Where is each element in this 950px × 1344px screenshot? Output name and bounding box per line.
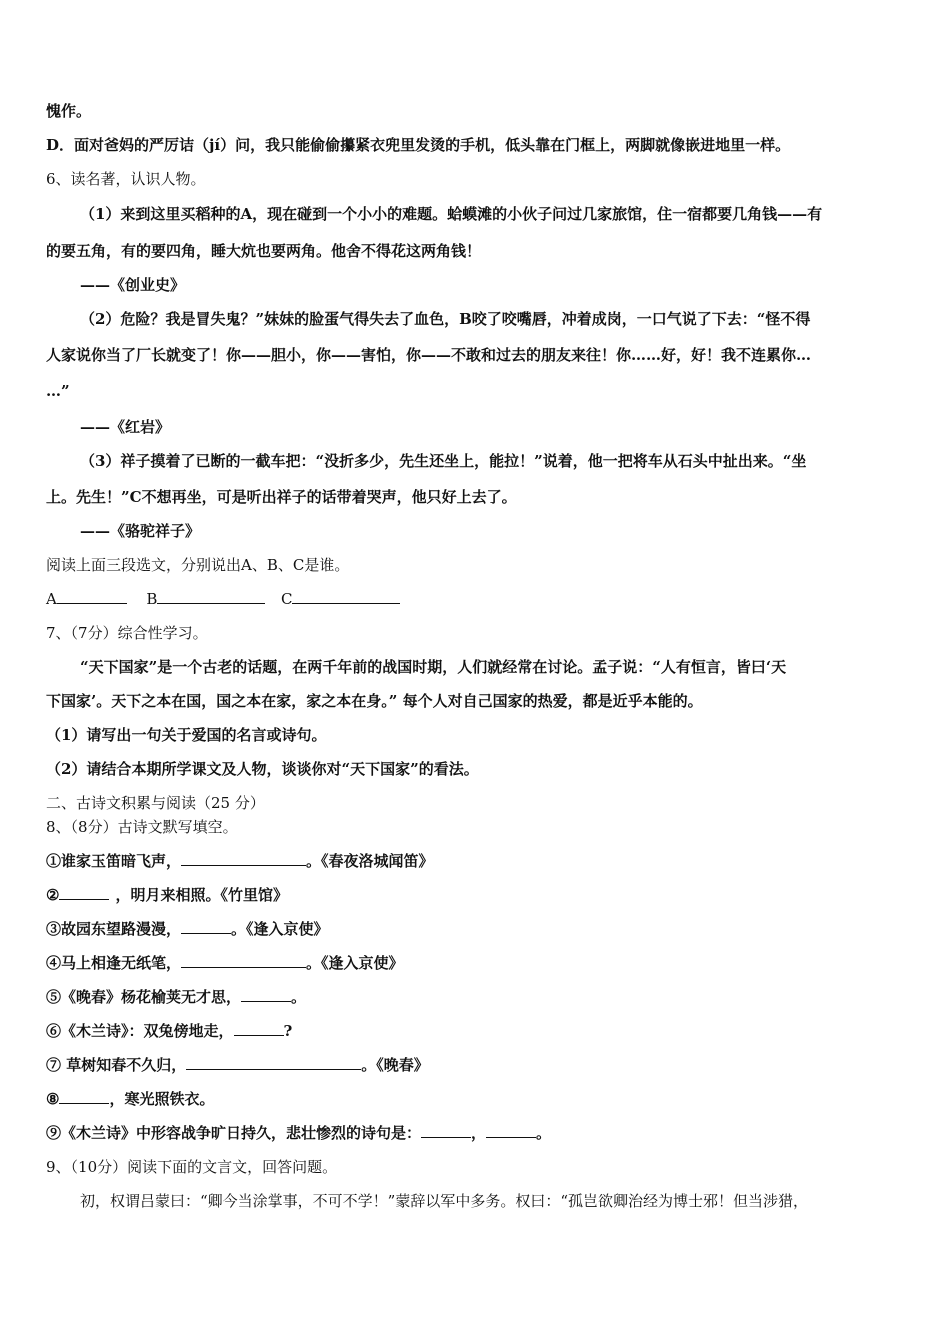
item-text: ④马上相逢无纸笔， (46, 954, 182, 972)
item-text: 。 (536, 1124, 552, 1142)
label-b: B (146, 590, 158, 608)
option-d-line: D．面对爸妈的严厉诘（jí）问，我只能偷偷攥紧衣兜里发烫的手机，低头靠在门框上，两脚就像嵌进地里一样。 (46, 136, 791, 154)
recitation-item-3 (46, 918, 906, 940)
question-7-heading: 7、（7分）综合性学习。 (46, 624, 208, 642)
recitation-item-6 (46, 1020, 906, 1042)
excerpt-3-source: ——《骆驼祥子》 (80, 522, 201, 540)
item-text: ③故园东望路漫漫， (46, 920, 182, 938)
excerpt-2-line: （2）危险？我是冒失鬼？”妹妹的脸蛋气得失去了血色，B咬了咬嘴唇，冲着成岗，一口气说了下去：“怪不得 (80, 310, 811, 328)
fill-blank[interactable] (181, 851, 306, 866)
item-text: ⑥《木兰诗》：双兔傍地走， (46, 1022, 234, 1040)
recitation-item-5 (46, 986, 906, 1008)
excerpt-1-source: ——《创业史》 (80, 276, 186, 294)
recitation-item-8 (46, 1088, 906, 1110)
item-text: 。《逢入京使》 (231, 920, 329, 938)
fill-blank[interactable] (181, 953, 306, 968)
text-line: 愧作。 (46, 102, 92, 120)
recitation-item-2 (46, 884, 906, 906)
item-text: ? (283, 1022, 293, 1040)
excerpt-3-line: 上。先生！”C不想再坐，可是听出祥子的话带着哭声，他只好上去了。 (46, 488, 517, 506)
excerpt-2-source: ——《红岩》 (80, 418, 171, 436)
question-6-prompt: 阅读上面三段选文，分别说出A、B、C是谁。 (46, 556, 350, 574)
fill-blank[interactable] (241, 987, 291, 1002)
item-text: ，寒光照铁衣。 (109, 1090, 215, 1108)
fill-blank[interactable] (59, 885, 109, 900)
classical-passage-line: 初，权谓吕蒙曰：“卿今当涂掌事，不可不学！”蒙辞以军中多务。权曰：“孤岂欲卿治经为博士邪！但当涉猎， (80, 1192, 809, 1210)
question-7-passage: “天下国家”是一个古老的话题，在两千年前的战国时期，人们就经常在讨论。孟子说：“人有恒言，皆曰‘天 (80, 658, 787, 676)
question-9-heading: 9、（10分）阅读下面的文言文，回答问题。 (46, 1158, 338, 1176)
item-text: 。 (291, 988, 307, 1006)
answer-blank-a[interactable] (57, 589, 127, 604)
item-text: ⑦ 草树知春不久归， (46, 1056, 187, 1074)
answer-blank-b[interactable] (157, 589, 265, 604)
question-8-heading: 8、（8分）古诗文默写填空。 (46, 818, 238, 836)
fill-blank[interactable] (421, 1123, 471, 1138)
excerpt-1-line: 的要五角，有的要四角，睡大炕也要两角。他舍不得花这两角钱！ (46, 242, 482, 260)
recitation-item-1 (46, 850, 906, 872)
excerpt-1-line: （1）来到这里买稻种的A，现在碰到一个小小的难题。蛤蟆滩的小伙子问过几家旅馆，住一宿都要几角钱——有 (80, 205, 823, 223)
recitation-item-9 (46, 1122, 906, 1144)
excerpt-2-line: 人家说你当了厂长就变了！你——胆小，你——害怕，你——不敢和过去的朋友来往！你……好，好！我不连累你… (46, 346, 812, 364)
excerpt-3-line: （3）祥子摸着了已断的一截车把：“没折多少，先生还坐上，能拉！”说着，他一把将车从石头中扯出来。“坐 (80, 452, 807, 470)
question-6-heading: 6、读名著，认识人物。 (46, 170, 206, 188)
question-7-sub-2: （2）请结合本期所学课文及人物，谈谈你对“天下国家”的看法。 (46, 760, 479, 778)
item-text: ①谁家玉笛暗飞声， (46, 852, 182, 870)
question-7-sub-1: （1）请写出一句关于爱国的名言或诗句。 (46, 726, 327, 744)
item-text: ，明月来相照。《竹里馆》 (115, 886, 288, 904)
item-text: ⑨《木兰诗》中形容战争旷日持久，悲壮惨烈的诗句是： (46, 1124, 422, 1142)
fill-blank[interactable] (181, 919, 231, 934)
fill-blank[interactable] (59, 1089, 109, 1104)
fill-blank[interactable] (234, 1021, 284, 1036)
question-7-passage: 下国家’。天下之本在国，国之本在家，家之本在身。” 每个人对自己国家的热爱，都是近乎本能的。 (46, 692, 703, 710)
label-a: A (46, 590, 57, 608)
item-text: 。《晚春》 (361, 1056, 429, 1074)
item-text: 。《春夜洛城闻笛》 (306, 852, 434, 870)
answer-blanks-line (46, 588, 906, 610)
item-text: ⑤《晚春》杨花榆荚无才思， (46, 988, 242, 1006)
fill-blank[interactable] (186, 1055, 361, 1070)
recitation-item-4 (46, 952, 906, 974)
answer-blank-c[interactable] (292, 589, 400, 604)
recitation-item-7 (46, 1054, 906, 1076)
excerpt-2-line: …” (46, 382, 70, 400)
item-text: ， (471, 1124, 487, 1142)
item-text: ⑧ (46, 1090, 60, 1108)
item-text: 。《逢入京使》 (306, 954, 404, 972)
label-c: C (281, 590, 293, 608)
section-2-heading: 二、古诗文积累与阅读（25 分） (46, 794, 265, 812)
item-text: ② (46, 886, 60, 904)
fill-blank[interactable] (486, 1123, 536, 1138)
